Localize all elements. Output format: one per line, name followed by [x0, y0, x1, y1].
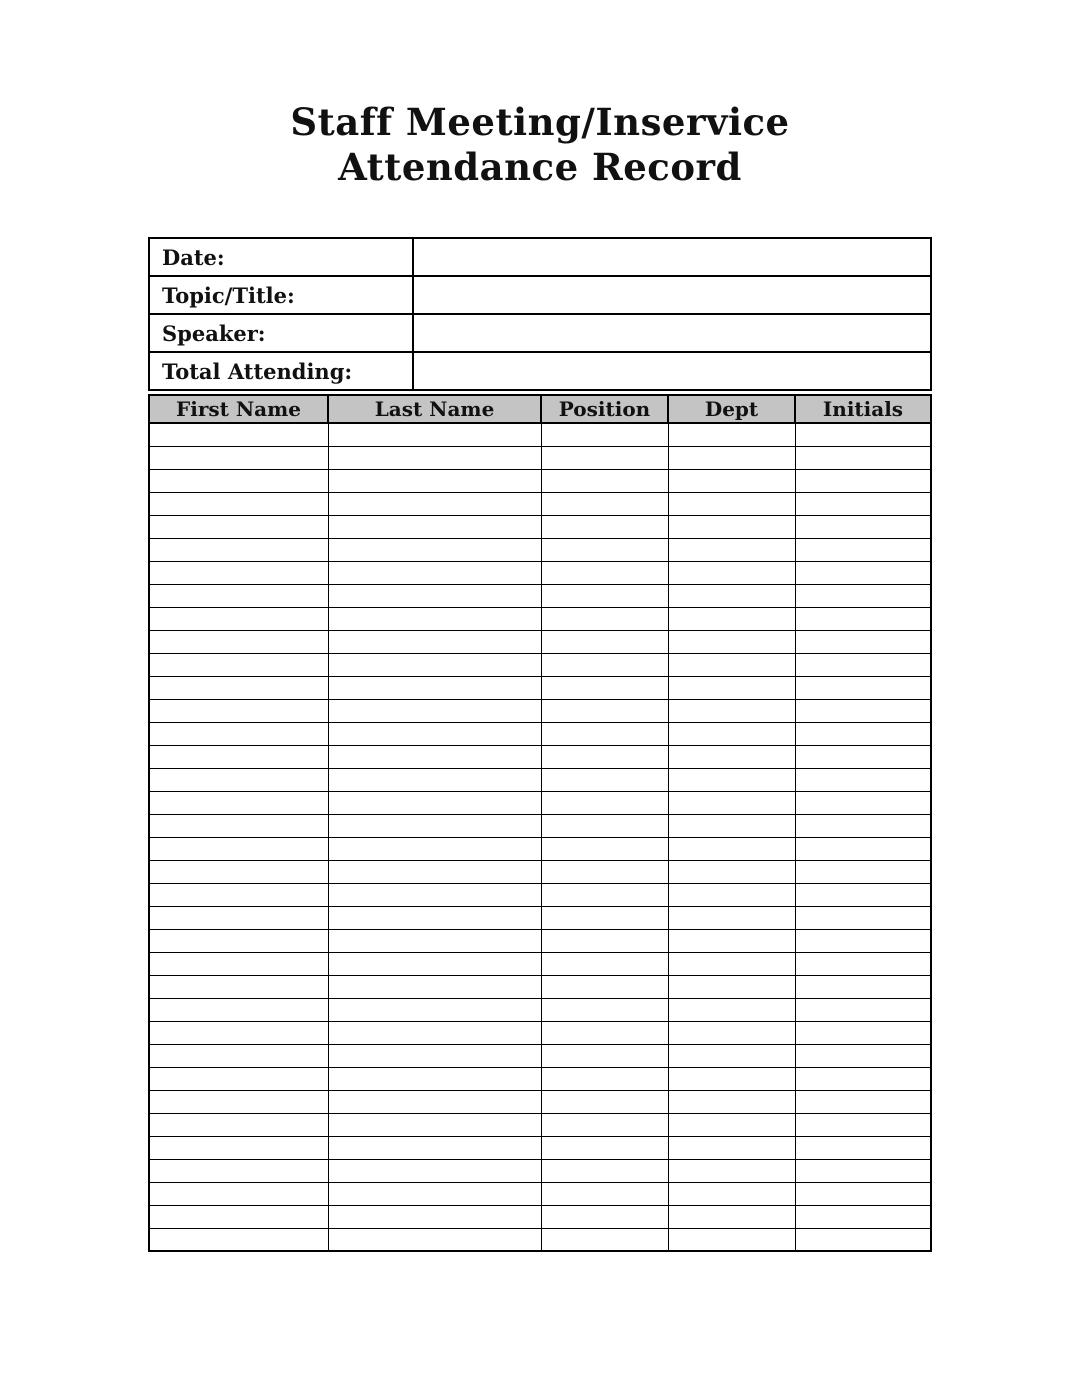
attendance-cell-last-name[interactable]: [328, 1021, 541, 1044]
header-last-name: Last Name: [328, 395, 541, 423]
attendance-cell-first-name[interactable]: [149, 906, 328, 929]
attendance-cell-last-name[interactable]: [328, 722, 541, 745]
attendance-cell-dept[interactable]: [668, 837, 795, 860]
attendance-cell-initials[interactable]: [795, 607, 931, 630]
attendance-cell-first-name[interactable]: [149, 814, 328, 837]
attendance-cell-position[interactable]: [541, 1113, 668, 1136]
attendance-cell-initials[interactable]: [795, 998, 931, 1021]
attendance-cell-position[interactable]: [541, 722, 668, 745]
attendance-cell-dept[interactable]: [668, 1205, 795, 1228]
attendance-cell-dept[interactable]: [668, 998, 795, 1021]
attendance-row: [149, 676, 931, 699]
attendance-row: [149, 883, 931, 906]
meta-row-topic: [149, 276, 931, 314]
attendance-cell-initials[interactable]: [795, 1113, 931, 1136]
topic-title-label: Topic/Title:: [149, 276, 413, 314]
attendance-cell-dept[interactable]: [668, 906, 795, 929]
attendance-cell-first-name[interactable]: [149, 1113, 328, 1136]
attendance-row: [149, 1090, 931, 1113]
attendance-cell-dept[interactable]: [668, 722, 795, 745]
attendance-cell-first-name[interactable]: [149, 1205, 328, 1228]
attendance-cell-last-name[interactable]: [328, 883, 541, 906]
attendance-cell-initials[interactable]: [795, 929, 931, 952]
total-attending-value-field[interactable]: [413, 352, 931, 390]
attendance-row: [149, 1228, 931, 1251]
attendance-cell-first-name[interactable]: [149, 1021, 328, 1044]
attendance-cell-first-name[interactable]: [149, 791, 328, 814]
attendance-cell-dept[interactable]: [668, 653, 795, 676]
attendance-cell-last-name[interactable]: [328, 1205, 541, 1228]
attendance-cell-dept[interactable]: [668, 1182, 795, 1205]
attendance-cell-last-name[interactable]: [328, 1159, 541, 1182]
attendance-row: [149, 722, 931, 745]
meta-row-speaker: [149, 314, 931, 352]
attendance-row: [149, 860, 931, 883]
attendance-cell-first-name[interactable]: [149, 423, 328, 446]
attendance-row: [149, 1021, 931, 1044]
attendance-cell-initials[interactable]: [795, 952, 931, 975]
date-label: Date:: [149, 238, 413, 276]
attendance-row: [149, 1159, 931, 1182]
attendance-cell-dept[interactable]: [668, 1228, 795, 1251]
attendance-cell-position[interactable]: [541, 1228, 668, 1251]
attendance-cell-initials[interactable]: [795, 722, 931, 745]
attendance-cell-position[interactable]: [541, 906, 668, 929]
attendance-cell-dept[interactable]: [668, 768, 795, 791]
attendance-cell-first-name[interactable]: [149, 584, 328, 607]
attendance-cell-position[interactable]: [541, 630, 668, 653]
attendance-cell-last-name[interactable]: [328, 446, 541, 469]
attendance-row: [149, 1136, 931, 1159]
attendance-cell-position[interactable]: [541, 1021, 668, 1044]
attendance-cell-dept[interactable]: [668, 1136, 795, 1159]
attendance-cell-first-name[interactable]: [149, 561, 328, 584]
attendance-row: [149, 929, 931, 952]
attendance-cell-dept[interactable]: [668, 492, 795, 515]
attendance-cell-first-name[interactable]: [149, 630, 328, 653]
attendance-row: [149, 1044, 931, 1067]
attendance-cell-dept[interactable]: [668, 515, 795, 538]
attendance-cell-position[interactable]: [541, 653, 668, 676]
attendance-cell-last-name[interactable]: [328, 607, 541, 630]
attendance-cell-last-name[interactable]: [328, 929, 541, 952]
attendance-cell-first-name[interactable]: [149, 1159, 328, 1182]
attendance-cell-position[interactable]: [541, 768, 668, 791]
page-title: [0, 100, 1080, 190]
attendance-cell-position[interactable]: [541, 860, 668, 883]
attendance-cell-last-name[interactable]: [328, 791, 541, 814]
attendance-cell-position[interactable]: [541, 929, 668, 952]
attendance-cell-position[interactable]: [541, 975, 668, 998]
attendance-cell-first-name[interactable]: [149, 653, 328, 676]
attendance-cell-last-name[interactable]: [328, 837, 541, 860]
attendance-cell-first-name[interactable]: [149, 1044, 328, 1067]
attendance-row: [149, 492, 931, 515]
attendance-cell-position[interactable]: [541, 791, 668, 814]
attendance-cell-position[interactable]: [541, 1136, 668, 1159]
attendance-cell-dept[interactable]: [668, 584, 795, 607]
attendance-cell-first-name[interactable]: [149, 860, 328, 883]
attendance-cell-initials[interactable]: [795, 1182, 931, 1205]
attendance-row: [149, 1113, 931, 1136]
attendance-row: [149, 906, 931, 929]
meta-row-total-attending: [149, 352, 931, 390]
attendance-cell-initials[interactable]: [795, 975, 931, 998]
attendance-row: [149, 745, 931, 768]
attendance-cell-initials[interactable]: [795, 1228, 931, 1251]
attendance-cell-initials[interactable]: [795, 1090, 931, 1113]
attendance-cell-initials[interactable]: [795, 860, 931, 883]
attendance-cell-last-name[interactable]: [328, 1113, 541, 1136]
attendance-row: [149, 515, 931, 538]
attendance-cell-first-name[interactable]: [149, 722, 328, 745]
attendance-cell-initials[interactable]: [795, 814, 931, 837]
attendance-cell-first-name[interactable]: [149, 1136, 328, 1159]
header-initials: Initials: [795, 395, 931, 423]
attendance-cell-initials[interactable]: [795, 538, 931, 561]
attendance-cell-dept[interactable]: [668, 1090, 795, 1113]
attendance-cell-initials[interactable]: [795, 423, 931, 446]
attendance-cell-last-name[interactable]: [328, 1182, 541, 1205]
attendance-cell-position[interactable]: [541, 745, 668, 768]
attendance-cell-first-name[interactable]: [149, 998, 328, 1021]
meta-form-table: [148, 237, 932, 391]
attendance-cell-position[interactable]: [541, 883, 668, 906]
total-attending-label: Total Attending:: [149, 352, 413, 390]
header-position: Position: [541, 395, 668, 423]
attendance-cell-position[interactable]: [541, 584, 668, 607]
attendance-row: [149, 607, 931, 630]
attendance-cell-dept[interactable]: [668, 469, 795, 492]
attendance-cell-first-name[interactable]: [149, 837, 328, 860]
attendance-row: [149, 1205, 931, 1228]
attendance-cell-last-name[interactable]: [328, 998, 541, 1021]
attendance-table: [148, 394, 932, 1252]
attendance-cell-initials[interactable]: [795, 906, 931, 929]
page-title-line2: Attendance Record: [338, 145, 742, 190]
attendance-cell-position[interactable]: [541, 538, 668, 561]
date-value-field[interactable]: [413, 238, 931, 276]
attendance-cell-dept[interactable]: [668, 745, 795, 768]
attendance-cell-dept[interactable]: [668, 676, 795, 699]
attendance-row: [149, 538, 931, 561]
attendance-cell-initials[interactable]: [795, 584, 931, 607]
attendance-cell-first-name[interactable]: [149, 1090, 328, 1113]
attendance-row: [149, 630, 931, 653]
attendance-cell-first-name[interactable]: [149, 1067, 328, 1090]
attendance-cell-position[interactable]: [541, 952, 668, 975]
attendance-cell-initials[interactable]: [795, 1067, 931, 1090]
attendance-cell-dept[interactable]: [668, 1021, 795, 1044]
header-first-name: First Name: [149, 395, 328, 423]
attendance-cell-dept[interactable]: [668, 1159, 795, 1182]
attendance-cell-last-name[interactable]: [328, 423, 541, 446]
attendance-cell-last-name[interactable]: [328, 745, 541, 768]
attendance-cell-initials[interactable]: [795, 653, 931, 676]
page-title-line1: Staff Meeting/Inservice: [290, 100, 790, 144]
attendance-cell-position[interactable]: [541, 515, 668, 538]
attendance-cell-last-name[interactable]: [328, 975, 541, 998]
attendance-cell-first-name[interactable]: [149, 952, 328, 975]
speaker-label: Speaker:: [149, 314, 413, 352]
attendance-cell-dept[interactable]: [668, 814, 795, 837]
attendance-cell-last-name[interactable]: [328, 1067, 541, 1090]
attendance-cell-initials[interactable]: [795, 699, 931, 722]
attendance-cell-last-name[interactable]: [328, 653, 541, 676]
attendance-cell-dept[interactable]: [668, 607, 795, 630]
attendance-cell-initials[interactable]: [795, 1136, 931, 1159]
attendance-cell-first-name[interactable]: [149, 607, 328, 630]
attendance-row: [149, 837, 931, 860]
attendance-cell-last-name[interactable]: [328, 952, 541, 975]
attendance-cell-position[interactable]: [541, 423, 668, 446]
attendance-cell-last-name[interactable]: [328, 630, 541, 653]
attendance-cell-first-name[interactable]: [149, 515, 328, 538]
attendance-row: [149, 814, 931, 837]
attendance-cell-first-name[interactable]: [149, 538, 328, 561]
attendance-cell-dept[interactable]: [668, 423, 795, 446]
attendance-cell-last-name[interactable]: [328, 515, 541, 538]
attendance-cell-position[interactable]: [541, 446, 668, 469]
attendance-cell-position[interactable]: [541, 1159, 668, 1182]
attendance-cell-initials[interactable]: [795, 446, 931, 469]
attendance-cell-initials[interactable]: [795, 515, 931, 538]
speaker-value-field[interactable]: [413, 314, 931, 352]
attendance-cell-position[interactable]: [541, 1044, 668, 1067]
attendance-cell-position[interactable]: [541, 998, 668, 1021]
attendance-cell-last-name[interactable]: [328, 561, 541, 584]
attendance-row: [149, 699, 931, 722]
attendance-cell-position[interactable]: [541, 676, 668, 699]
attendance-cell-dept[interactable]: [668, 630, 795, 653]
attendance-cell-last-name[interactable]: [328, 538, 541, 561]
attendance-cell-dept[interactable]: [668, 791, 795, 814]
attendance-cell-last-name[interactable]: [328, 469, 541, 492]
attendance-cell-initials[interactable]: [795, 676, 931, 699]
attendance-row: [149, 768, 931, 791]
attendance-cell-position[interactable]: [541, 1067, 668, 1090]
attendance-cell-initials[interactable]: [795, 837, 931, 860]
attendance-cell-dept[interactable]: [668, 1113, 795, 1136]
attendance-cell-first-name[interactable]: [149, 745, 328, 768]
attendance-cell-position[interactable]: [541, 699, 668, 722]
attendance-cell-dept[interactable]: [668, 1044, 795, 1067]
attendance-cell-initials[interactable]: [795, 630, 931, 653]
attendance-cell-last-name[interactable]: [328, 492, 541, 515]
attendance-cell-first-name[interactable]: [149, 768, 328, 791]
attendance-cell-last-name[interactable]: [328, 1228, 541, 1251]
attendance-cell-initials[interactable]: [795, 1044, 931, 1067]
attendance-row: [149, 653, 931, 676]
attendance-cell-first-name[interactable]: [149, 975, 328, 998]
attendance-cell-last-name[interactable]: [328, 768, 541, 791]
attendance-row: [149, 998, 931, 1021]
attendance-cell-first-name[interactable]: [149, 446, 328, 469]
attendance-cell-position[interactable]: [541, 814, 668, 837]
attendance-cell-dept[interactable]: [668, 860, 795, 883]
attendance-cell-initials[interactable]: [795, 469, 931, 492]
attendance-cell-initials[interactable]: [795, 768, 931, 791]
attendance-cell-position[interactable]: [541, 837, 668, 860]
attendance-cell-initials[interactable]: [795, 745, 931, 768]
attendance-row: [149, 446, 931, 469]
topic-title-value-field[interactable]: [413, 276, 931, 314]
attendance-cell-first-name[interactable]: [149, 676, 328, 699]
attendance-row: [149, 469, 931, 492]
attendance-cell-initials[interactable]: [795, 561, 931, 584]
attendance-cell-position[interactable]: [541, 1090, 668, 1113]
attendance-cell-initials[interactable]: [795, 1205, 931, 1228]
attendance-row: [149, 791, 931, 814]
attendance-cell-position[interactable]: [541, 1182, 668, 1205]
attendance-cell-first-name[interactable]: [149, 883, 328, 906]
attendance-cell-first-name[interactable]: [149, 699, 328, 722]
attendance-cell-initials[interactable]: [795, 1159, 931, 1182]
attendance-cell-last-name[interactable]: [328, 676, 541, 699]
attendance-cell-last-name[interactable]: [328, 906, 541, 929]
attendance-row: [149, 1067, 931, 1090]
attendance-row: [149, 423, 931, 446]
attendance-cell-dept[interactable]: [668, 929, 795, 952]
attendance-cell-first-name[interactable]: [149, 492, 328, 515]
attendance-row: [149, 561, 931, 584]
attendance-row: [149, 1182, 931, 1205]
attendance-row: [149, 584, 931, 607]
attendance-cell-position[interactable]: [541, 607, 668, 630]
attendance-row: [149, 952, 931, 975]
attendance-cell-first-name[interactable]: [149, 1182, 328, 1205]
attendance-cell-initials[interactable]: [795, 791, 931, 814]
attendance-cell-last-name[interactable]: [328, 1044, 541, 1067]
attendance-cell-initials[interactable]: [795, 883, 931, 906]
attendance-cell-dept[interactable]: [668, 538, 795, 561]
attendance-cell-last-name[interactable]: [328, 699, 541, 722]
attendance-cell-first-name[interactable]: [149, 929, 328, 952]
attendance-cell-dept[interactable]: [668, 883, 795, 906]
attendance-cell-last-name[interactable]: [328, 1136, 541, 1159]
attendance-row: [149, 975, 931, 998]
attendance-cell-last-name[interactable]: [328, 584, 541, 607]
attendance-cell-initials[interactable]: [795, 1021, 931, 1044]
attendance-cell-position[interactable]: [541, 1205, 668, 1228]
attendance-cell-position[interactable]: [541, 492, 668, 515]
attendance-cell-dept[interactable]: [668, 561, 795, 584]
attendance-cell-dept[interactable]: [668, 446, 795, 469]
attendance-cell-dept[interactable]: [668, 952, 795, 975]
attendance-cell-last-name[interactable]: [328, 814, 541, 837]
attendance-cell-last-name[interactable]: [328, 860, 541, 883]
attendance-cell-first-name[interactable]: [149, 469, 328, 492]
attendance-cell-dept[interactable]: [668, 1067, 795, 1090]
attendance-cell-first-name[interactable]: [149, 1228, 328, 1251]
header-dept: Dept: [668, 395, 795, 423]
attendance-cell-last-name[interactable]: [328, 1090, 541, 1113]
attendance-cell-dept[interactable]: [668, 975, 795, 998]
attendance-cell-position[interactable]: [541, 561, 668, 584]
attendance-cell-position[interactable]: [541, 469, 668, 492]
attendance-table-body: [149, 423, 931, 1251]
attendance-cell-initials[interactable]: [795, 492, 931, 515]
meta-row-date: [149, 238, 931, 276]
attendance-cell-dept[interactable]: [668, 699, 795, 722]
attendance-header-row: [149, 395, 931, 423]
